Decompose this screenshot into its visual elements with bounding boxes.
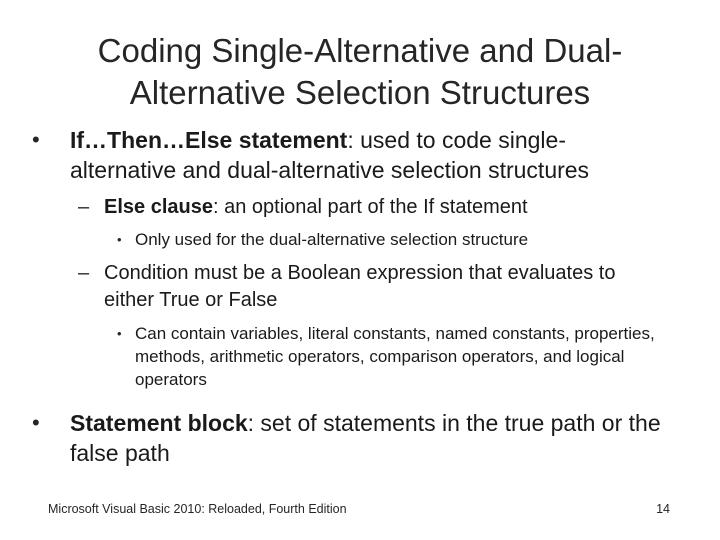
bullet-if-then-else: [32, 125, 672, 185]
bullet-dot-icon: •: [32, 410, 40, 435]
bullet-term: If…Then…Else statement: [70, 127, 348, 153]
bullet-text: [70, 408, 672, 468]
bullet-dash-icon: –: [78, 262, 90, 284]
bullet-description: : used to code single-alternative and dual-alternative selection structures: [70, 127, 590, 183]
bullet-text: Condition must be a Boolean expression that evaluates to either True or False: [104, 262, 616, 311]
bullet-term: Statement block: [70, 410, 248, 436]
bullet-dot-icon: •: [117, 232, 122, 247]
bullet-can-contain: [117, 322, 662, 391]
bullet-condition-boolean: [78, 260, 668, 314]
bullet-description: : an optional part of the If statement: [212, 196, 528, 218]
bullet-dot-icon: •: [117, 326, 122, 341]
footer-page-number: 14: [656, 502, 670, 516]
bullet-text: Can contain variables, literal constants, named constants, properties, methods, arithmetic operators, comparison operators, and logical operators: [135, 324, 655, 389]
bullet-text: [104, 194, 668, 221]
footer-book-title: Microsoft Visual Basic 2010: Reloaded, Fourth Edition: [48, 502, 347, 516]
slide-title-line-2: Alternative Selection Structures: [129, 74, 591, 111]
bullet-statement-block: [32, 408, 672, 468]
bullet-term: Else clause: [104, 196, 213, 218]
bullet-dash-icon: –: [78, 196, 90, 218]
bullet-else-clause: [78, 194, 668, 221]
bullet-description: : set of statements in the true path or the false path: [70, 410, 661, 466]
bullet-dot-icon: •: [32, 127, 40, 152]
bullet-text: Only used for the dual-alternative selection structure: [135, 230, 529, 249]
bullet-dual-alternative-only: [117, 228, 662, 251]
bullet-text: [70, 125, 672, 185]
slide-title-line-1: Coding Single-Alternative and Dual-: [97, 32, 623, 69]
slide-title: [40, 30, 680, 114]
